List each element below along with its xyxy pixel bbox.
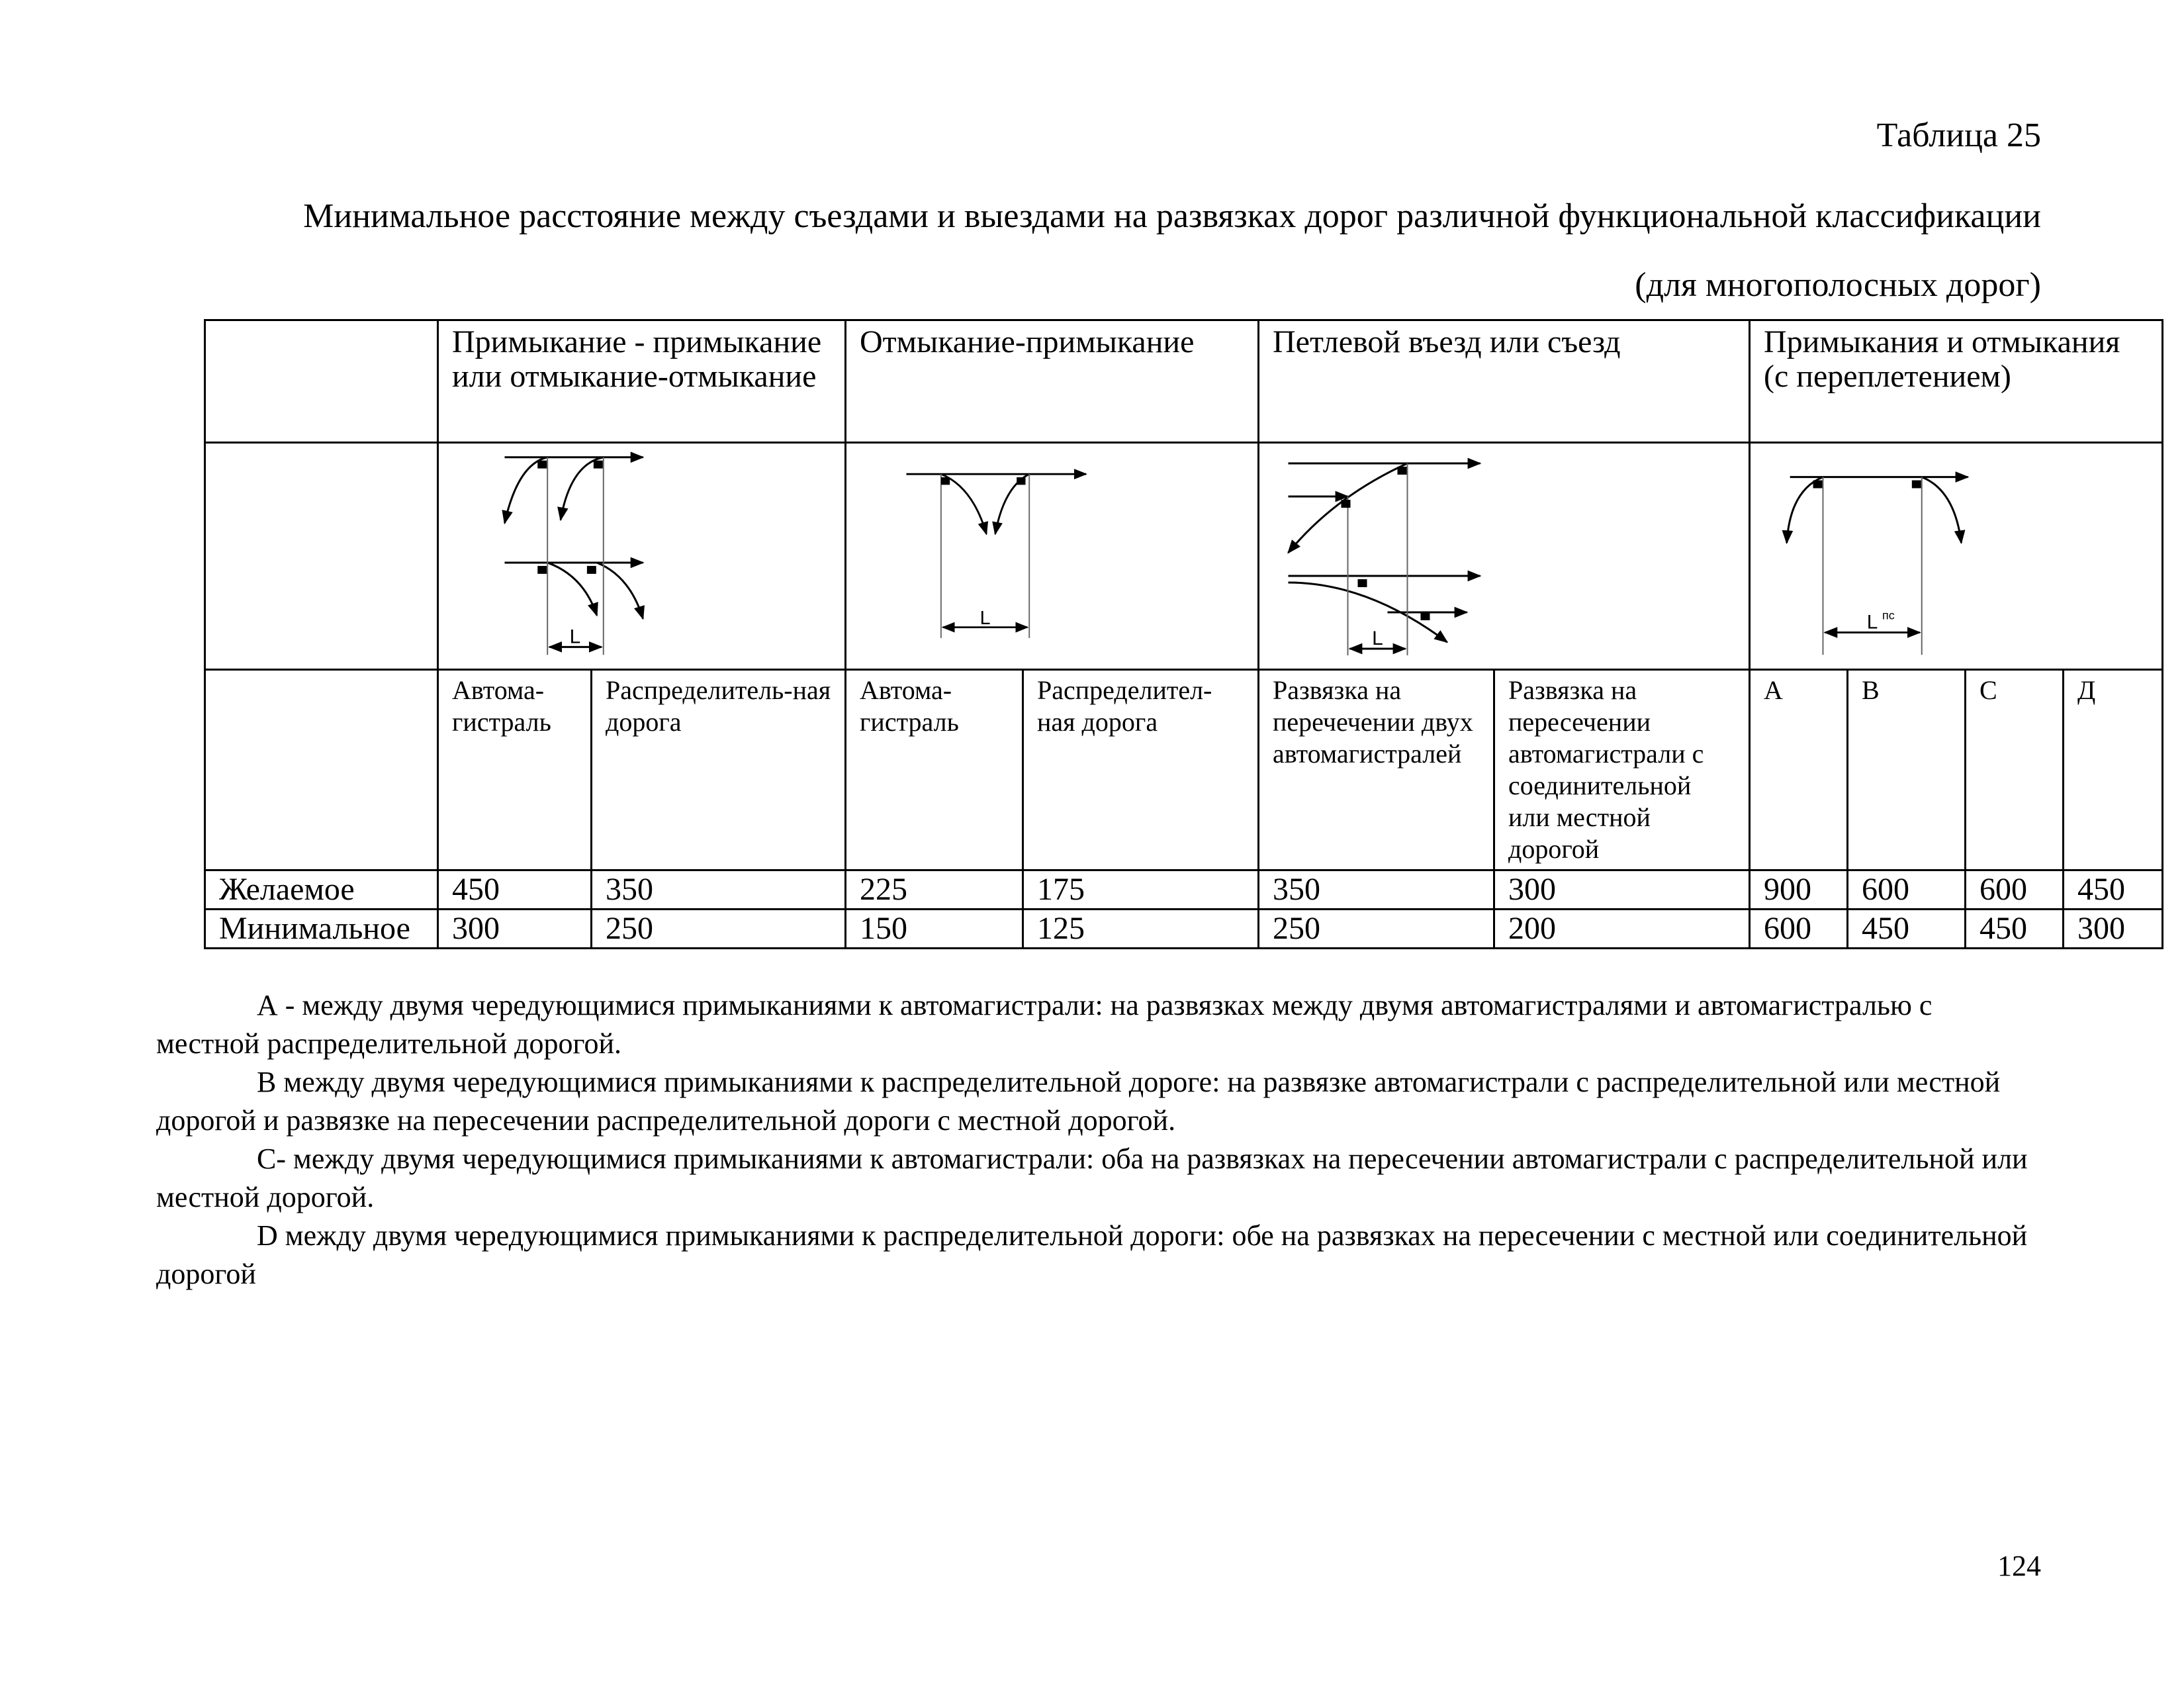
- weaving-diagram: [1751, 444, 2161, 669]
- table-cell: 450: [2064, 870, 2163, 910]
- sub-header-distributor-2: Распределител-ная дорога: [1023, 670, 1259, 870]
- table-cell: 600: [1966, 870, 2064, 910]
- note-a: А - между двумя чередующимися примыканиями к автомагистрали: на развязках между двумя автомагистралями и автомагистралью с местной распределительной дорогой.: [156, 989, 1933, 1060]
- distance-table: [204, 319, 2163, 949]
- table-row: [205, 910, 2163, 949]
- table-cell: 300: [438, 910, 592, 949]
- table-cell: 900: [1750, 870, 1848, 910]
- diagram-weaving: [1750, 443, 2163, 670]
- row-label: Желаемое: [205, 870, 438, 910]
- table-cell: 450: [1966, 910, 2064, 949]
- distance-label: L: [569, 626, 581, 648]
- table-cell: 300: [1494, 870, 1750, 910]
- merge-merge-diagram: [439, 444, 844, 669]
- group-header-merge-merge: Примыкание - примыкание или отмыкание-отмыкание: [438, 320, 846, 443]
- note-b: В между двумя чередующимися примыканиями к распределительной дороге: на развязке автомагистрали с распределительной или местной дорогой и развязке на пересечении распределительной дороги с местной дорогой.: [156, 1066, 2001, 1137]
- sub-header-c: С: [1966, 670, 2064, 870]
- diagram-diverge-merge: [846, 443, 1259, 670]
- table-row: [205, 870, 2163, 910]
- table-cell: 225: [846, 870, 1023, 910]
- sub-header-motorway-1: Автома-гистраль: [438, 670, 592, 870]
- table-cell: 350: [1259, 870, 1494, 910]
- sub-header-motorway-2: Автома-гистраль: [846, 670, 1023, 870]
- table-cell: 150: [846, 910, 1023, 949]
- group-header-diverge-merge: Отмыкание-примыкание: [846, 320, 1259, 443]
- table-cell: 175: [1023, 870, 1259, 910]
- table-label: Таблица 25: [1876, 117, 2041, 154]
- sub-header-b: В: [1848, 670, 1966, 870]
- loop-diagram: [1259, 444, 1749, 669]
- sub-header-a: А: [1750, 670, 1848, 870]
- diagram-corner-cell: [205, 443, 438, 670]
- sub-header-motorway-local: Развязка на пересечении автомагистрали с соединительной или местной дорогой: [1494, 670, 1750, 870]
- table-cell: 600: [1848, 870, 1966, 910]
- group-header-loop: Петлевой въезд или съезд: [1259, 320, 1750, 443]
- diagram-row: [205, 443, 2163, 670]
- distance-label: L: [979, 607, 991, 629]
- table-cell: 250: [1259, 910, 1494, 949]
- sub-header-corner: [205, 670, 438, 870]
- table-cell: 600: [1750, 910, 1848, 949]
- table-title: Минимальное расстояние между съездами и выездами на развязках дорог различной функциональной классификации (для многополосных дорог): [303, 197, 2041, 304]
- table-cell: 200: [1494, 910, 1750, 949]
- group-header-weaving: Примыкания и отмыкания (с переплетением): [1750, 320, 2163, 443]
- distance-label: L: [1372, 628, 1383, 649]
- corner-cell: [205, 320, 438, 443]
- diagram-merge-merge: [438, 443, 846, 670]
- page-number: 124: [1997, 1550, 2041, 1582]
- group-header-row: [205, 320, 2163, 443]
- row-label: Минимальное: [205, 910, 438, 949]
- diverge-merge-diagram: [846, 444, 1257, 669]
- notes: [156, 986, 2036, 1293]
- sub-header-two-motorways: Развязка на перечечении двух автомагистралей: [1259, 670, 1494, 870]
- table-cell: 300: [2064, 910, 2163, 949]
- diagram-loop: [1259, 443, 1750, 670]
- distance-label: L: [1866, 611, 1878, 633]
- note-c: С- между двумя чередующимися примыканиями к автомагистрали: оба на развязках на пересечении автомагистрали с распределительной или местной дорогой.: [156, 1143, 2028, 1213]
- note-d: D между двумя чередующимися примыканиями к распределительной дороги: обе на развязках на пересечении с местной или соединительной дорогой: [156, 1219, 2028, 1290]
- table-cell: 450: [438, 870, 592, 910]
- table-cell: 250: [592, 910, 846, 949]
- sub-header-row: [205, 670, 2163, 870]
- distance-superscript: пс: [1882, 608, 1895, 622]
- table-cell: 125: [1023, 910, 1259, 949]
- table-cell: 450: [1848, 910, 1966, 949]
- table-cell: 350: [592, 870, 846, 910]
- sub-header-distributor-1: Распределитель-ная дорога: [592, 670, 846, 870]
- sub-header-d: Д: [2064, 670, 2163, 870]
